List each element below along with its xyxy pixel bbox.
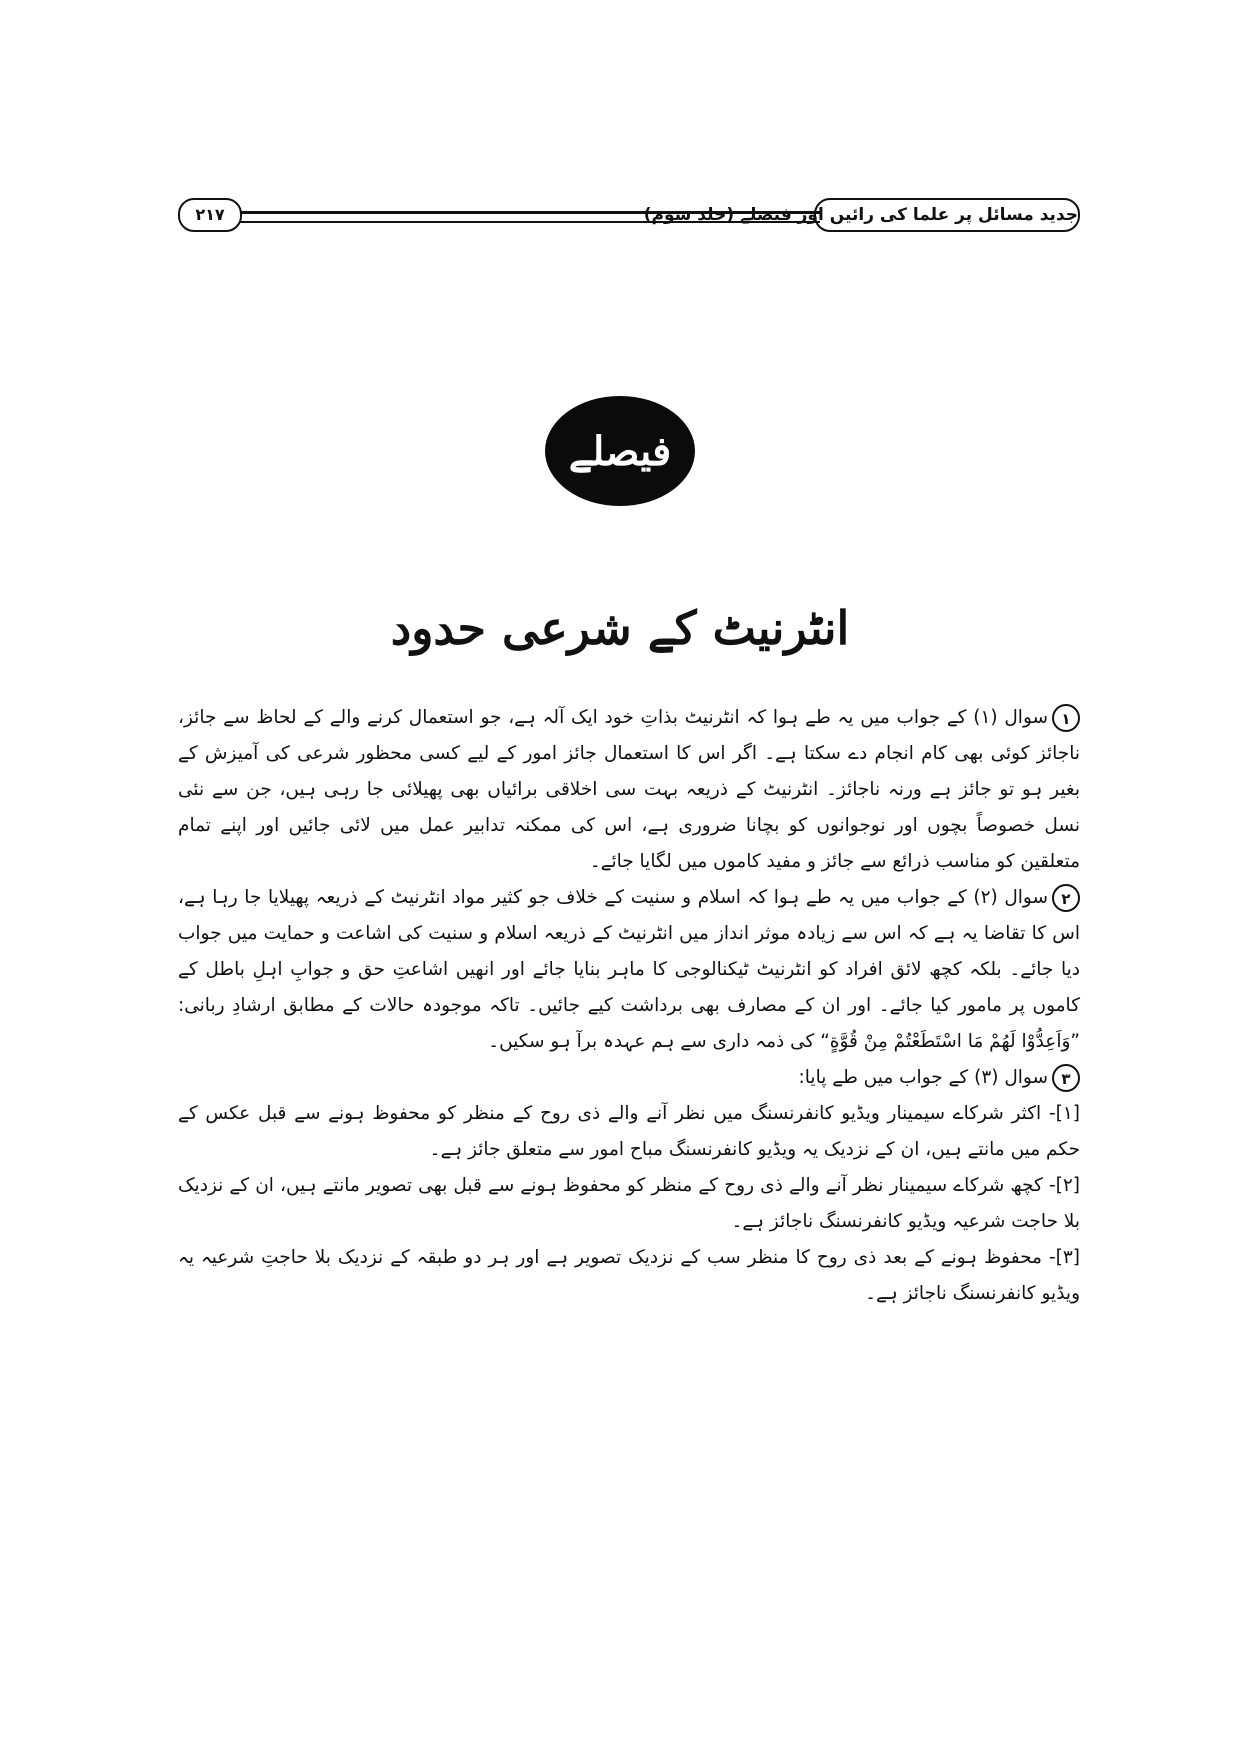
paragraph-text: اسلام و سنیت کے خلاف جو کثیر مواد انٹرنیٹ کے ذریعہ پھیلایا جا رہا ہے، اس کا تقاضا یہ ہے کہ اس سے زیادہ موثر انداز میں انٹرنیٹ کے ذریعہ اسلام و سنیت کی اشاعت و حمایت میں جواب دیا جائے۔ بلکہ کچھ لائق افراد کو انٹرنیٹ ٹیکنالوجی کا ماہر بنایا جائے اور انھیں اشاعتِ حق و جوابِ اہلِ باطل کے کاموں پر مامور کیا جائے۔ اور ان کے مصارف بھی برداشت کیے جائیں۔ تاکہ موجودہ حالات کے مطابق ارشادِ ربانی: ”وَاَعِدُّوْا لَهُمْ مَا اسْتَطَعْتُمْ مِنْ قُوَّةٍ“ کی ذمہ داری سے ہم عہدہ برآ ہو سکیں۔ — [178, 887, 1080, 1052]
page-header — [178, 198, 1080, 234]
book-title: جدید مسائل پر علما کی رائیں اور فیصلے (جلد سوم) — [814, 198, 1080, 232]
decisions-badge-label: فیصلے — [568, 427, 672, 475]
circled-number: ۳ — [1052, 1064, 1080, 1092]
circled-number: ۱ — [1052, 704, 1080, 732]
question-lead: سوال (۱) کے جواب میں یہ طے ہوا کہ — [746, 707, 1048, 728]
subitem-2 — [178, 1168, 1080, 1240]
page-title: انٹرنیٹ کے شرعی حدود — [390, 601, 850, 655]
subitem-marker: [۳]- — [1048, 1247, 1081, 1268]
paragraph-3 — [178, 1060, 1080, 1096]
subitem-1 — [178, 1096, 1080, 1168]
document-body — [178, 700, 1080, 1600]
paragraph-2 — [178, 880, 1080, 1060]
subitem-marker: [۱]- — [1048, 1103, 1080, 1124]
subitem-text: اکثر شرکاے سیمینار ویڈیو کانفرنسنگ میں نظر آنے والے ذی روح کے منظر کو محفوظ ہونے سے قبل عکس کے حکم میں مانتے ہیں، ان کے نزدیک یہ ویڈیو کانفرنسنگ مباح امور سے متعلق جائز ہے۔ — [178, 1103, 1080, 1160]
subitem-text: محفوظ ہونے کے بعد ذی روح کا منظر سب کے نزدیک تصویر ہے اور ہر دو طبقہ کے نزدیک بلا حاجتِ شرعیہ یہ ویڈیو کانفرنسنگ ناجائز ہے۔ — [178, 1247, 1080, 1304]
paragraph-1 — [178, 700, 1080, 880]
question-lead: سوال (۲) کے جواب میں یہ طے ہوا کہ — [747, 887, 1048, 908]
question-lead: سوال (۳) کے جواب میں طے پایا: — [798, 1067, 1048, 1088]
paragraph-text: انٹرنیٹ بذاتِ خود ایک آلہ ہے، جو استعمال کرنے والے کے لحاظ سے جائز، ناجائز کوئی بھی کام انجام دے سکتا ہے۔ اگر اس کا استعمال جائز امور کے لیے کسی محظور شرعی کی آمیزش کے بغیر ہو تو جائز ہے ورنہ ناجائز۔ انٹرنیٹ کے ذریعہ بہت سی اخلاقی برائیاں بھی پھیلائی جا رہی ہیں، جن سے نئی نسل خصوصاً بچوں اور نوجوانوں کو بچانا ضروری ہے، اس کی ممکنہ تدابیر عمل میں لائی جائیں اور اپنے تمام متعلقین کو مناسب ذرائع سے جائز و مفید کاموں میں لگایا جائے۔ — [178, 707, 1080, 872]
decisions-badge — [545, 396, 695, 506]
subitem-marker: [۲]- — [1048, 1175, 1080, 1196]
subitem-3 — [178, 1240, 1080, 1312]
page-number: ۲۱۷ — [178, 198, 242, 232]
circled-number: ۲ — [1052, 884, 1080, 912]
subitem-text: کچھ شرکاے سیمینار نظر آنے والے ذی روح کے منظر کو محفوظ ہونے سے قبل بھی تصویر مانتے ہیں، ان کے نزدیک بلا حاجت شرعیہ ویڈیو کانفرنسنگ ناجائز ہے۔ — [178, 1175, 1080, 1232]
